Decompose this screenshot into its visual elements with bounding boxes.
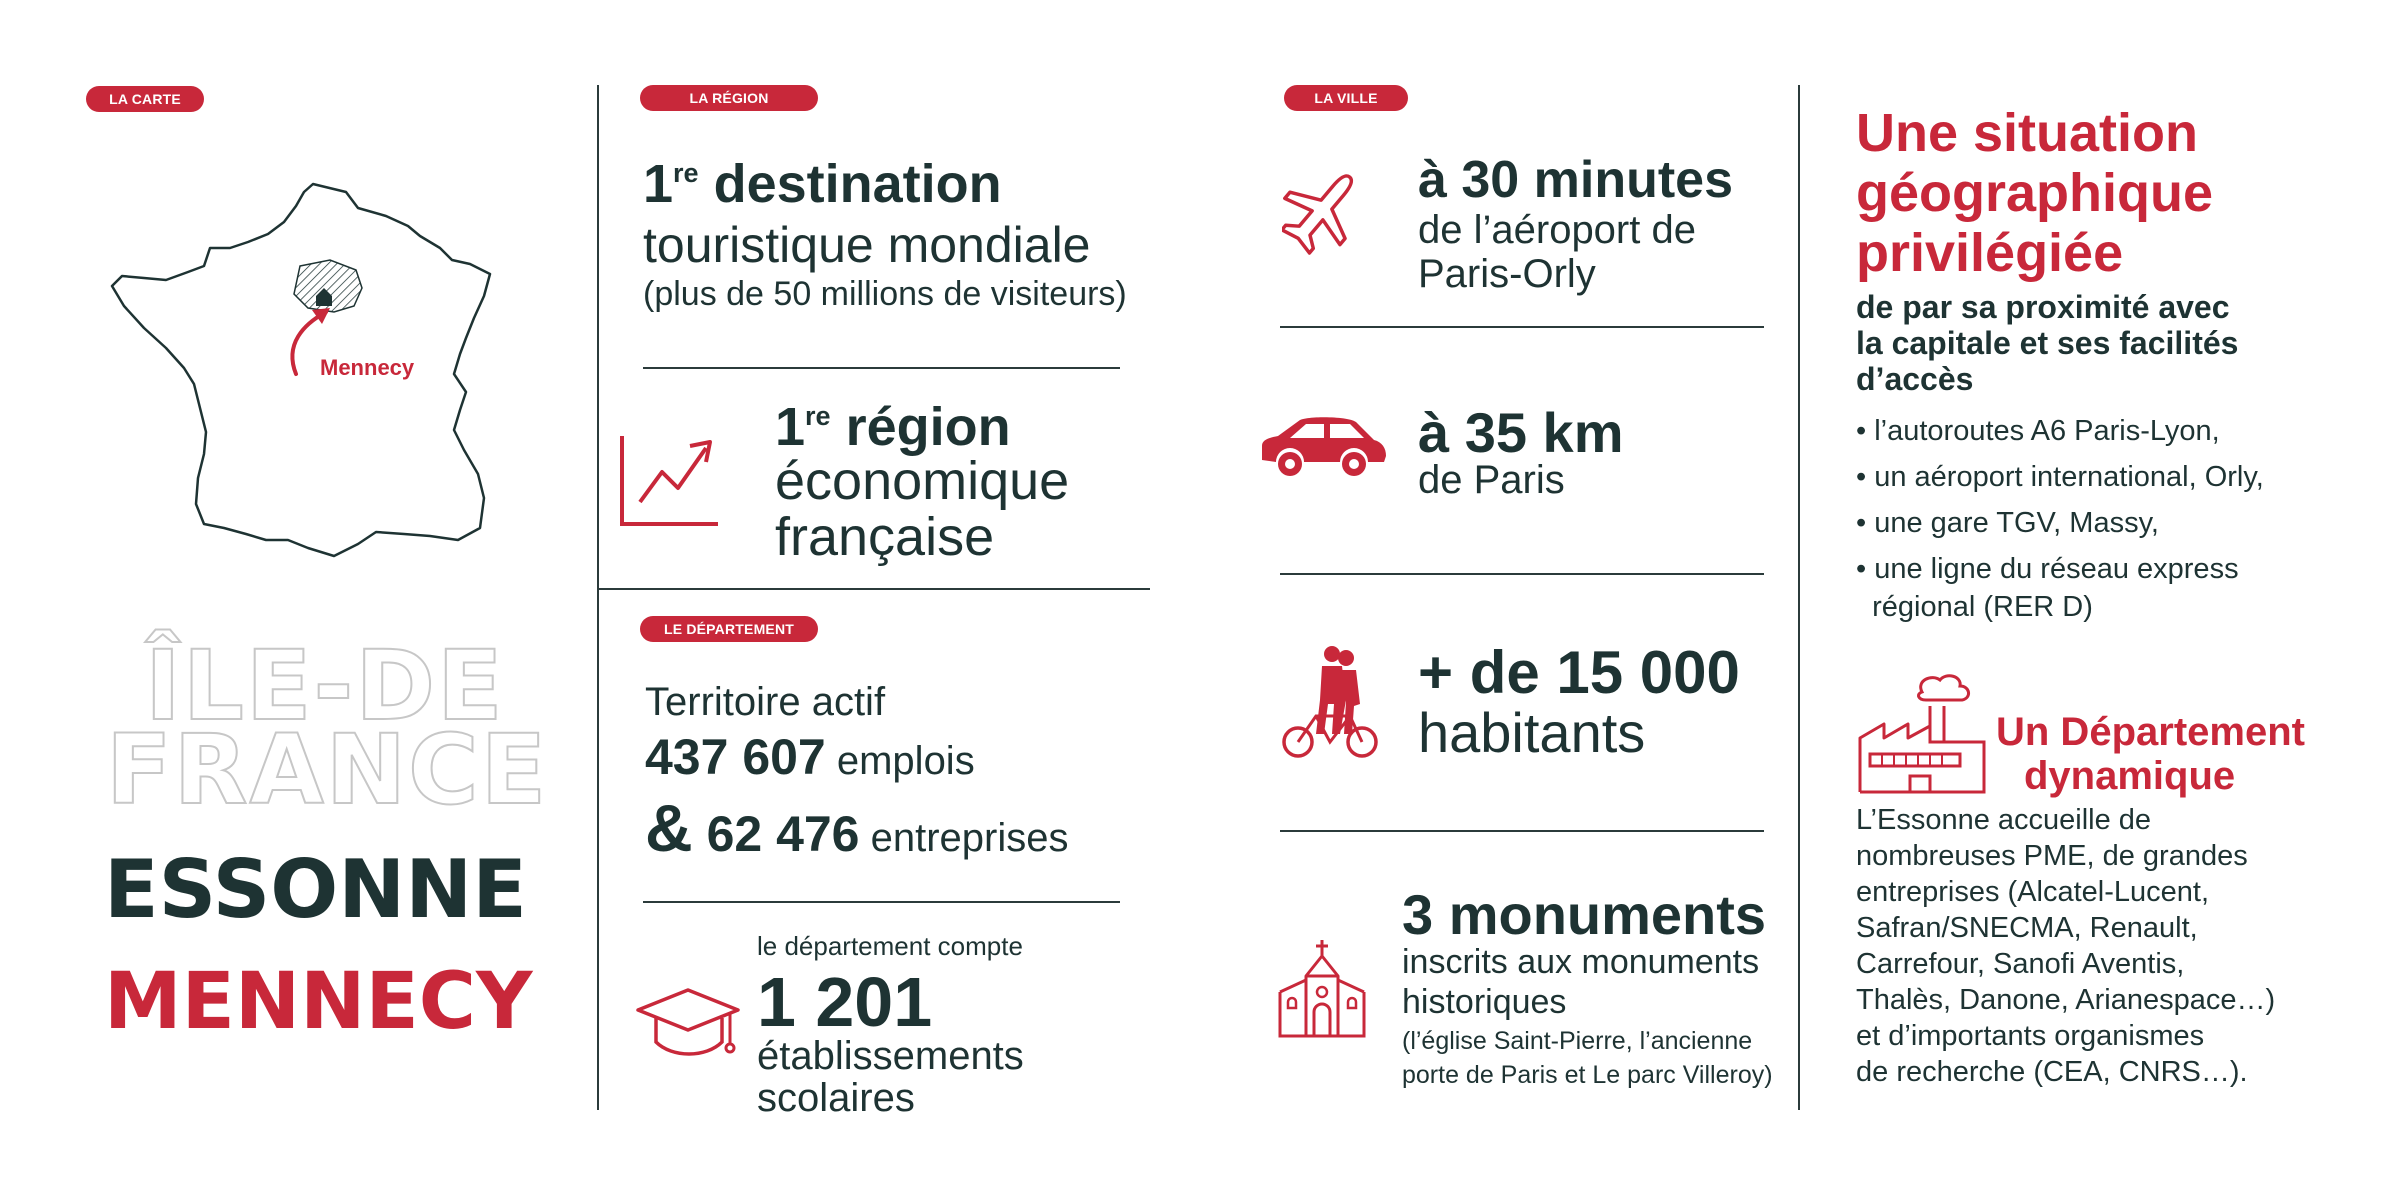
divider-region-1 (643, 367, 1120, 369)
stat-region-line3: française (775, 507, 995, 567)
stat-destination-title: 1re destination (643, 154, 1002, 214)
dept-description (1856, 802, 2275, 1090)
stat-school-line1: le département compte (757, 931, 1023, 961)
situation-subtitle-line3: d’accès (1856, 361, 1974, 397)
church-icon (1270, 936, 1374, 1040)
bullet-item: • une ligne du réseau express (1856, 552, 2239, 585)
stat-monuments-line3: historiques (1402, 983, 1567, 1021)
dept-text-line: entreprises (Alcatel-Lucent, (1856, 876, 2209, 908)
badge-la-carte: LA CARTE (86, 86, 204, 112)
map-label-mennecy: Mennecy (320, 355, 415, 380)
stat-destination-line2: touristique mondiale (643, 217, 1091, 273)
divider-col1 (597, 85, 599, 1110)
badge-la-region: LA RÉGION (640, 85, 818, 111)
bullet-item: régional (RER D) (1856, 590, 2093, 623)
france-map-icon (108, 178, 498, 568)
airplane-icon (1282, 165, 1362, 255)
divider-ville-2 (1280, 573, 1764, 575)
stat-airport-title: à 30 minutes (1418, 151, 1734, 209)
stat-destination-line3: (plus de 50 millions de visiteurs) (643, 275, 1127, 313)
couple-bicycle-icon (1280, 644, 1380, 760)
divider-col3 (1798, 85, 1800, 1110)
dept-text-line: de recherche (CEA, CNRS…). (1856, 1056, 2248, 1088)
stat-entreprises: & 62 476 entreprises (645, 791, 1069, 865)
badge-la-ville: LA VILLE (1284, 85, 1408, 111)
dept-text-line: et d’importants organismes (1856, 1020, 2205, 1052)
stat-habitants-title: + de 15 000 (1418, 639, 1740, 706)
bullet-item: • l’autoroutes A6 Paris-Lyon, (1856, 415, 2220, 447)
heading-mennecy: MENNECY (104, 957, 533, 1047)
stat-monuments-line2: inscrits aux monuments (1402, 943, 1760, 981)
factory-icon (1856, 672, 1988, 796)
dept-text-line: Carrefour, Sanofi Aventis, (1856, 948, 2185, 980)
stat-paris-line2: de Paris (1418, 458, 1565, 502)
stat-school-line2: établissements (757, 1034, 1024, 1078)
stat-habitants-line2: habitants (1418, 701, 1646, 764)
badge-le-departement: LE DÉPARTEMENT (640, 616, 818, 642)
situation-subtitle-line2: la capitale et ses facilités (1856, 325, 2239, 361)
dept-text-line: Thalès, Danone, Arianespace…) (1856, 984, 2276, 1016)
situation-title-line3: privilégiée (1856, 223, 2124, 283)
divider-region-dept (597, 588, 1150, 590)
stat-monuments-line4: (l’église Saint-Pierre, l’ancienne (1402, 1027, 1753, 1055)
dept-text-line: Safran/SNECMA, Renault, (1856, 912, 2198, 944)
dept-text-line: nombreuses PME, de grandes (1856, 840, 2248, 872)
stat-region-title: 1re région (775, 397, 1011, 457)
stat-school-number: 1 201 (757, 963, 933, 1041)
dept-text-line: L’Essonne accueille de (1856, 804, 2152, 836)
divider-dept (643, 901, 1120, 903)
divider-ville-1 (1280, 326, 1764, 328)
situation-title-line1: Une situation (1856, 103, 2199, 163)
heading-ile-de-france-line2: FRANCE (106, 714, 549, 826)
bullet-item: • une gare TGV, Massy, (1856, 506, 2159, 539)
stat-school-line3: scolaires (757, 1076, 915, 1120)
stat-airport-line3: Paris-Orly (1418, 252, 1596, 296)
situation-title-line2: géographique (1856, 163, 2214, 223)
stat-monuments-title: 3 monuments (1402, 883, 1767, 946)
car-icon (1256, 414, 1388, 480)
stat-paris-title: à 35 km (1418, 401, 1624, 464)
stat-airport-line2: de l’aéroport de (1418, 208, 1696, 252)
situation-subtitle-line1: de par sa proximité avec (1856, 289, 2230, 325)
stat-emplois: 437 607 emplois (645, 729, 975, 785)
growth-chart-icon (618, 432, 722, 528)
dept-title-line2: dynamique (2024, 754, 2236, 798)
graduation-cap-icon (634, 984, 744, 1070)
bullet-item: • un aéroport international, Orly, (1856, 460, 2264, 493)
stat-region-line2: économique (775, 451, 1070, 511)
divider-ville-3 (1280, 830, 1764, 832)
stat-monuments-line5: porte de Paris et Le parc Villeroy) (1402, 1061, 1773, 1089)
stat-territoire-line1: Territoire actif (645, 680, 886, 724)
situation-bullet-list (1856, 416, 2264, 631)
heading-ile-de-france-line1: ÎLE-DE (145, 630, 505, 742)
heading-essonne: ESSONNE (104, 843, 527, 936)
dept-title-line1: Un Département (1996, 710, 2305, 754)
